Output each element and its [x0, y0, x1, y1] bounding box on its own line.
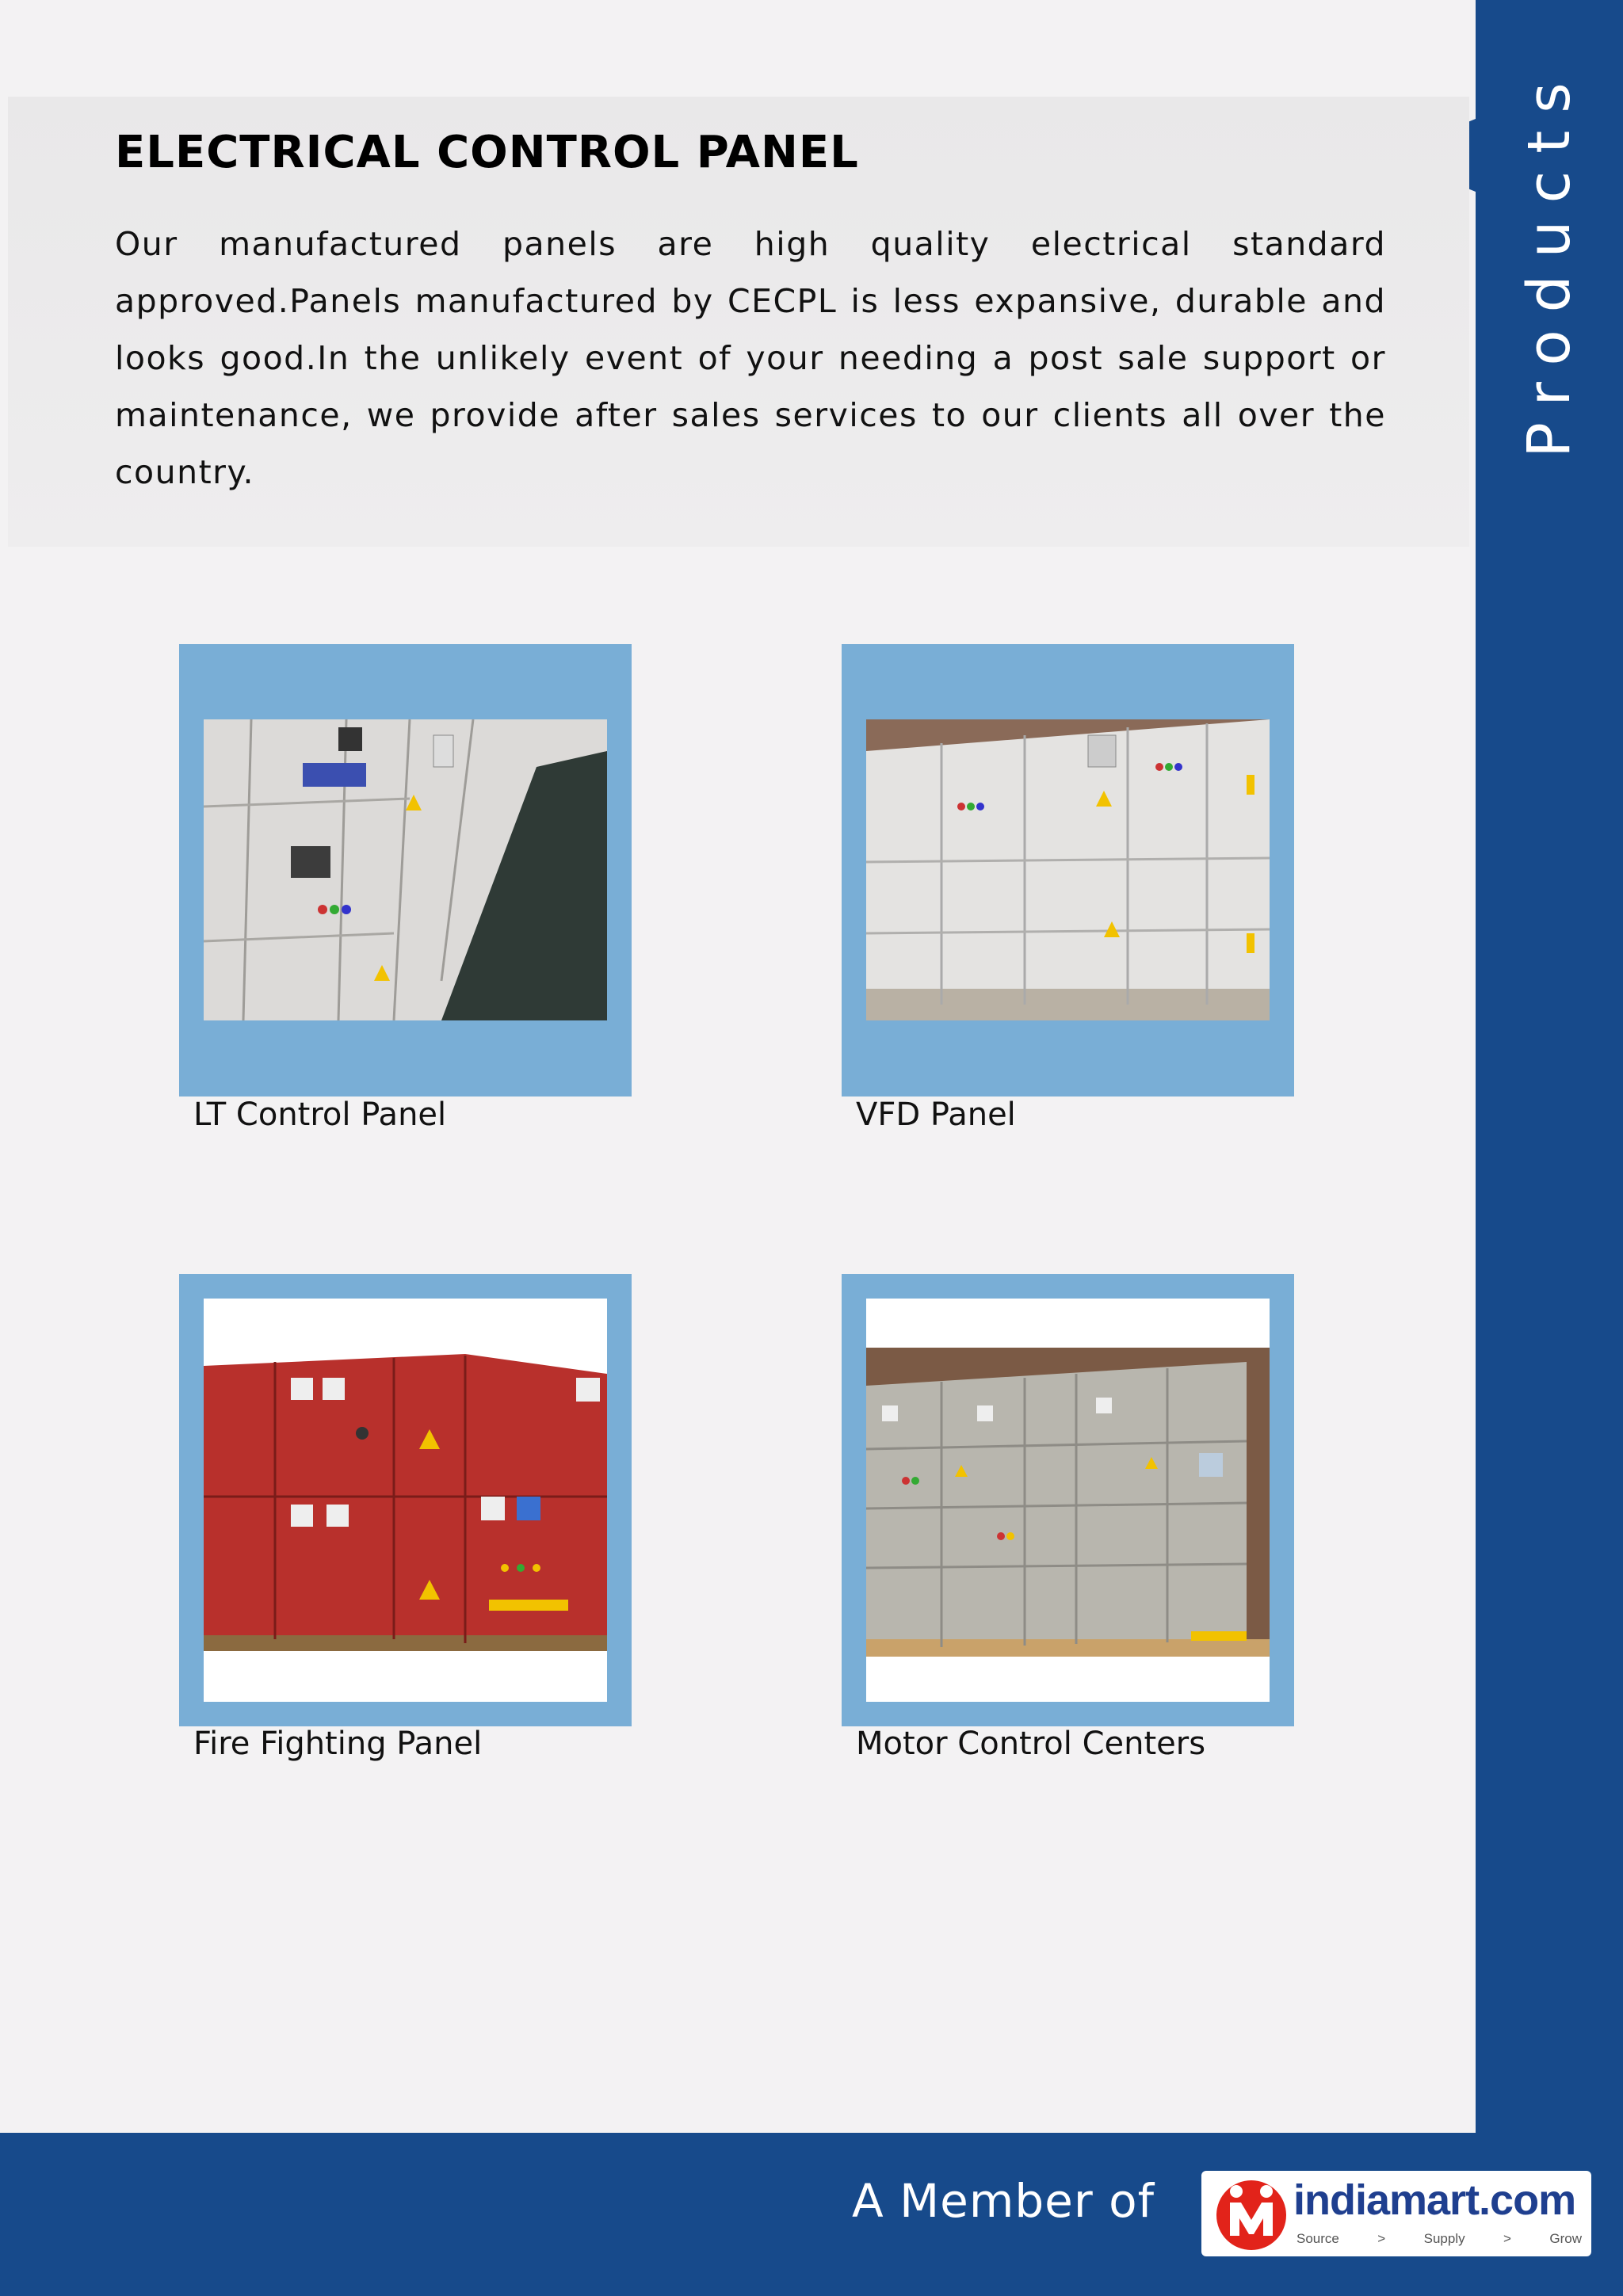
page-title: ELECTRICAL CONTROL PANEL — [115, 127, 859, 178]
logo-tagline-part: Grow — [1549, 2231, 1582, 2246]
page-description: Our manufactured panels are high quality electrical standard approved.Panels manufactured by CECPL is less expansive, durable and looks good.In the unlikely event of your needing a post sale support or maintenance, we provide after sales services to our clients all over the country. — [115, 225, 1386, 491]
fire-panel-image — [204, 1299, 607, 1702]
product-caption: VFD Panel — [856, 1097, 1016, 1133]
logo-tagline-part: Supply — [1423, 2231, 1465, 2246]
product-photo — [866, 1299, 1270, 1702]
logo-tagline-part: Source — [1296, 2231, 1339, 2246]
mcc-panel-image — [866, 1299, 1270, 1702]
product-caption: LT Control Panel — [193, 1097, 447, 1133]
logo-tagline — [1296, 2231, 1582, 2247]
product-caption: Fire Fighting Panel — [193, 1726, 483, 1762]
product-photo — [866, 719, 1270, 1020]
lt-panel-image — [204, 719, 607, 1020]
logo-tagline-separator: > — [1503, 2231, 1511, 2246]
logo-wordmark: indiamart.com — [1293, 2176, 1576, 2224]
sidebar-products-label: Products — [1515, 65, 1583, 458]
product-card-lt-control-panel[interactable] — [179, 644, 632, 1097]
footer-member-text: A Member of — [852, 2174, 1155, 2228]
logo-tagline-separator: > — [1377, 2231, 1386, 2246]
product-card-fire-fighting-panel[interactable] — [179, 1274, 632, 1726]
indiamart-m-icon — [1208, 2171, 1295, 2256]
indiamart-logo[interactable] — [1201, 2171, 1591, 2256]
product-photo — [204, 719, 607, 1020]
product-card-motor-control-centers[interactable] — [842, 1274, 1294, 1726]
vfd-panel-image — [866, 719, 1270, 1020]
product-photo — [204, 1299, 607, 1702]
product-card-vfd-panel[interactable] — [842, 644, 1294, 1097]
product-caption: Motor Control Centers — [856, 1726, 1206, 1762]
